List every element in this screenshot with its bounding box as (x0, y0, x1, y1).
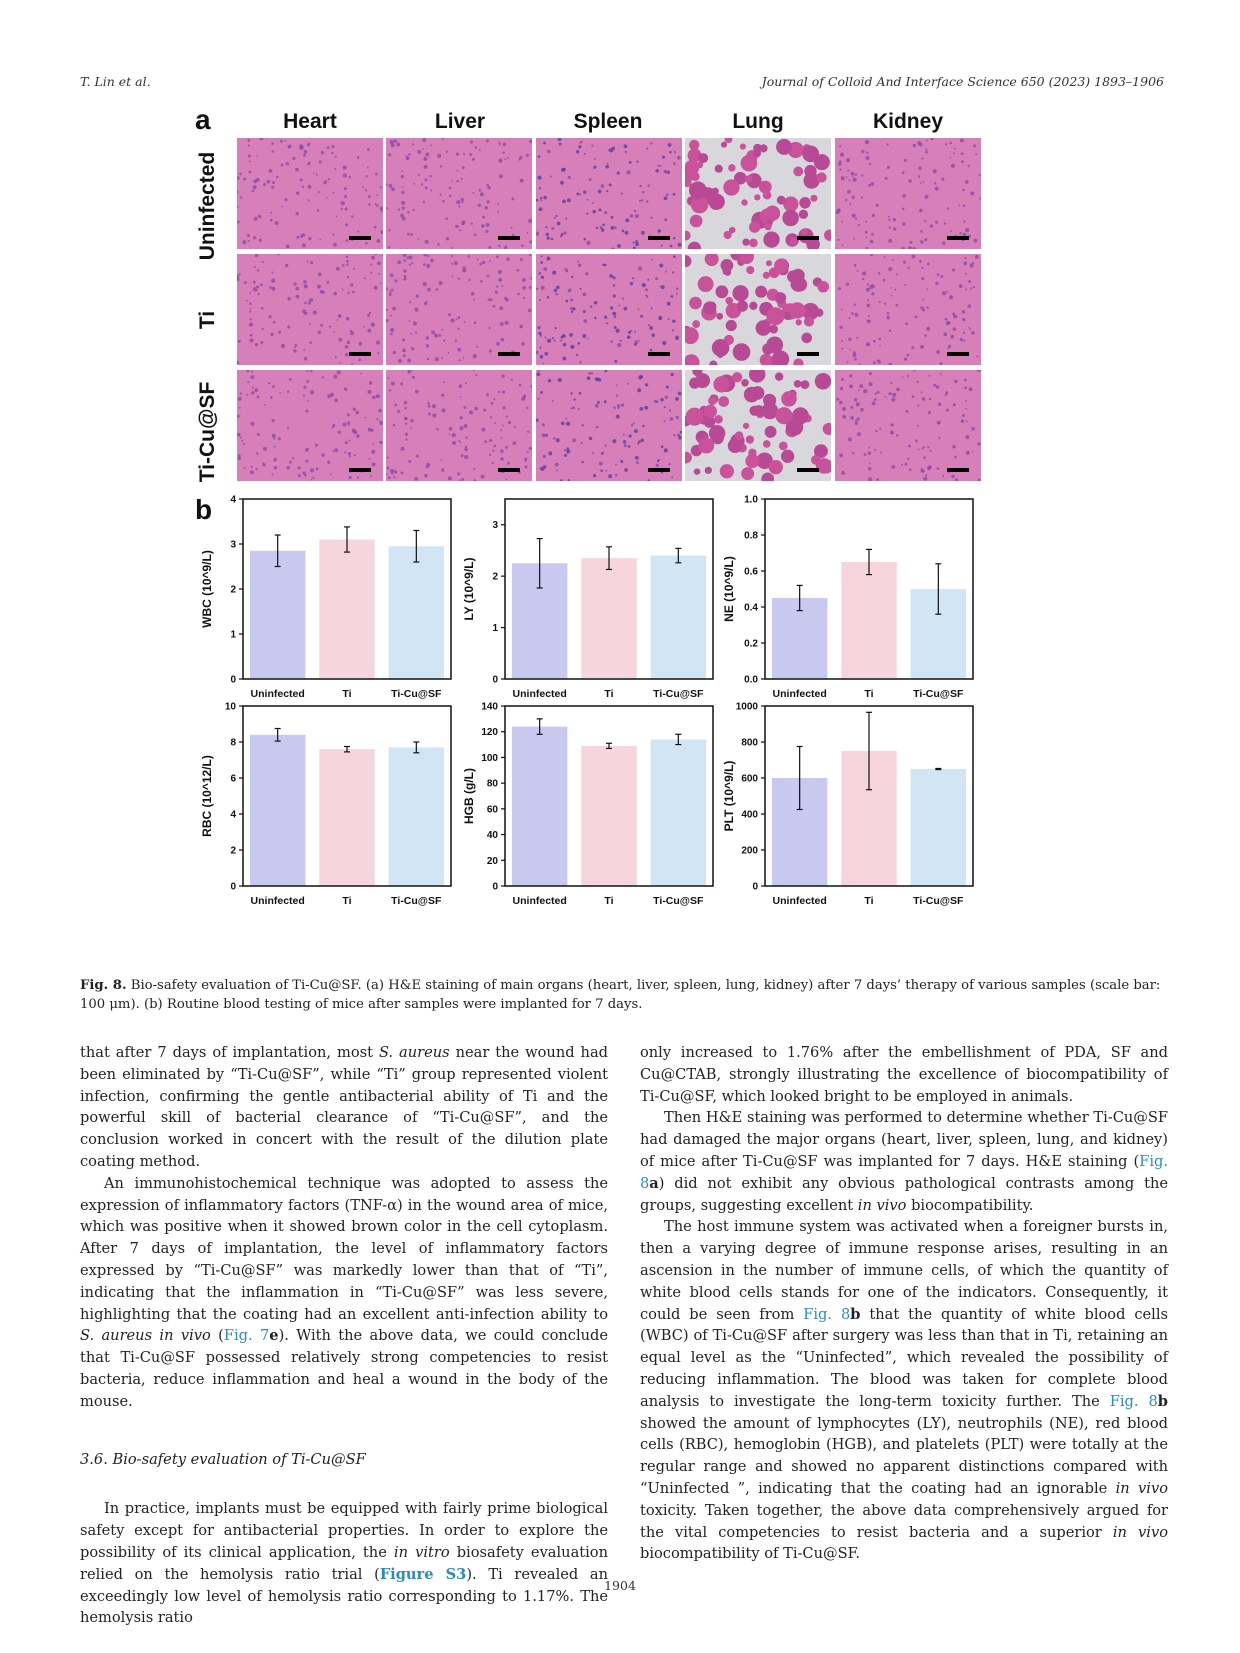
he-tile-heart-uninfected (237, 138, 383, 249)
scale-bar (498, 236, 520, 240)
x-tick-label: Uninfected (512, 895, 567, 907)
he-tile-liver-ti (386, 254, 532, 365)
scale-bar (498, 468, 520, 472)
x-tick-label: Uninfected (250, 895, 305, 907)
y-tick-label: 4 (230, 494, 236, 506)
y-tick-label: 0 (230, 674, 236, 686)
paragraph: only increased to 1.76% after the embellishment of PDA, SF and Cu@CTAB, strongly illustrating the excellence of biocompatibility of Ti-Cu@SF, which looked bright to be employed in animals. (640, 1044, 1168, 1105)
x-tick-label: Ti (342, 895, 352, 907)
y-tick-label: 1 (230, 629, 236, 641)
x-tick-label: Ti (864, 688, 874, 700)
bar-chart-hgb (457, 700, 719, 910)
y-tick-label: 0 (492, 674, 498, 686)
y-tick-label: 1000 (735, 701, 758, 713)
he-tile-spleen-ti-cu-sf (536, 370, 682, 481)
fig-7-link[interactable]: Fig. 7 (223, 1327, 270, 1345)
fig-8-link[interactable]: Fig. 8 (640, 1152, 1168, 1192)
x-tick-label: Ti-Cu@SF (653, 895, 704, 907)
scale-bar (349, 352, 371, 356)
he-tile-kidney-ti (835, 254, 981, 365)
y-tick-label: 6 (230, 773, 236, 785)
y-tick-label: 100 (481, 752, 498, 764)
he-tile-kidney-ti-cu-sf (835, 370, 981, 481)
scale-bar (797, 468, 819, 472)
y-tick-label: 3 (230, 539, 236, 551)
running-header-authors: T. Lin et al. (80, 74, 151, 89)
y-tick-label: 2 (230, 845, 236, 857)
paragraph: The host immune system was activated when a foreigner bursts in, then a varying degree of immune response arises, resulting in an ascension in the number of immune cells, of which the quantity of white blood cells stands for one of the indicators. Consequently, it could be seen from Fig. 8b that the quantity of white blood cells (WBC) of Ti-Cu@SF after surgery was less than that in Ti, retaining an equal level as the “Uninfected”, which revealed the possibility of reducing inflammation. The blood was taken for complete blood analysis to investigate the long-term toxicity further. The Fig. 8b showed the amount of lymphocytes (LY), neutrophils (NE), red blood cells (RBC), hemoglobin (HGB), and platelets (PLT) were totally at the regular range and showed no apparent distinctions compared with “Uninfected ”, indicating that the coating had an ignorable in vivo toxicity. Taken together, the above data comprehensively argued for the vital competencies to resist bacteria and a superior in vivo biocompatibility of Ti-Cu@SF. (640, 1218, 1169, 1563)
x-tick-label: Ti (604, 688, 614, 700)
paragraph: that after 7 days of implantation, most S. aureus near the wound had been eliminated by “Ti-Cu@SF”, while “Ti” group represented violent infection, confirming the gentle antibacterial ability of Ti and the powerful skill of bacterial clearance of “Ti-Cu@SF”, and the conclusion worked in concert with the result of the dilution plate coating method. (80, 1044, 608, 1170)
fig-8-link[interactable]: Fig. 8 (1109, 1392, 1158, 1410)
bar (911, 769, 966, 886)
y-tick-label: 3 (492, 520, 498, 532)
y-tick-label: 0.0 (744, 674, 758, 686)
right-text-column (640, 1042, 1168, 1565)
bar (319, 749, 374, 886)
he-tile-spleen-uninfected (536, 138, 682, 249)
y-axis-label: PLT (10^9/L) (722, 760, 736, 832)
paragraph: Then H&E staining was performed to determine whether Ti-Cu@SF had damaged the major organs (heart, liver, spleen, lung, and kidney) of mice after Ti-Cu@SF was implanted for 7 days. H&E staining (Fig. 8a) did not exhibit any obvious pathological contrasts among the groups, suggesting excellent in vivo biocompatibility. (640, 1109, 1168, 1214)
caption-label: Fig. 8. (80, 978, 127, 993)
caption-text: Bio-safety evaluation of Ti-Cu@SF. (a) H&E staining of main organs (heart, liver, spleen, lung, kidney) after 7 days’ therapy of various samples (scale bar: 100 μm). (b) Routine blood testing of mice after samples were implanted for 7 days. (80, 978, 1161, 1012)
y-axis-label: HGB (g/L) (462, 768, 476, 824)
y-tick-label: 80 (486, 778, 498, 790)
y-tick-label: 8 (230, 737, 236, 749)
organ-label-spleen: Spleen (573, 110, 643, 133)
y-tick-label: 0.4 (744, 602, 758, 614)
bar (250, 551, 305, 679)
y-tick-label: 0.8 (744, 530, 758, 542)
scale-bar (947, 236, 969, 240)
y-tick-label: 10 (224, 701, 236, 713)
scale-bar (498, 352, 520, 356)
x-tick-label: Ti-Cu@SF (391, 895, 442, 907)
figure-caption (80, 976, 1164, 1014)
x-tick-label: Ti (342, 688, 352, 700)
y-tick-label: 0.2 (744, 638, 758, 650)
y-tick-label: 4 (230, 809, 236, 821)
bar (841, 562, 896, 679)
x-tick-label: Ti-Cu@SF (653, 688, 704, 700)
y-axis-label: WBC (10^9/L) (200, 550, 214, 628)
he-tile-liver-ti-cu-sf (386, 370, 532, 481)
figure-s3-link[interactable]: Figure S3 (379, 1565, 467, 1583)
y-tick-label: 800 (741, 737, 758, 749)
he-tile-heart-ti-cu-sf (237, 370, 383, 481)
bar (651, 556, 706, 679)
organ-label-lung: Lung (732, 110, 784, 133)
organ-label-kidney: Kidney (872, 110, 943, 133)
y-tick-label: 140 (481, 701, 498, 713)
y-tick-label: 400 (741, 809, 758, 821)
fig-8-link[interactable]: Fig. 8 (803, 1305, 851, 1323)
scale-bar (648, 468, 670, 472)
x-tick-label: Uninfected (772, 688, 827, 700)
y-tick-label: 0.6 (744, 566, 758, 578)
bar (389, 747, 444, 886)
y-tick-label: 0 (230, 881, 236, 893)
group-label-ti: Ti (196, 310, 219, 330)
scale-bar (648, 352, 670, 356)
bar (319, 540, 374, 680)
y-tick-label: 1 (492, 623, 498, 635)
he-tile-heart-ti (237, 254, 383, 365)
left-text-column (80, 1042, 608, 1629)
x-tick-label: Uninfected (772, 895, 827, 907)
bar-chart-ly (457, 493, 719, 703)
scale-bar (797, 236, 819, 240)
bar-chart-rbc (195, 700, 457, 910)
he-tile-kidney-uninfected (835, 138, 981, 249)
scale-bar (947, 352, 969, 356)
bar (250, 735, 305, 886)
bar (651, 739, 706, 886)
he-tile-lung-ti (685, 254, 831, 365)
organ-label-heart: Heart (283, 110, 337, 133)
bar (581, 746, 636, 886)
bar (389, 546, 444, 679)
x-tick-label: Ti-Cu@SF (913, 688, 964, 700)
scale-bar (349, 468, 371, 472)
group-label-ti-cu-sf: Ti-Cu@SF (196, 381, 219, 483)
he-tile-lung-uninfected (685, 138, 831, 249)
paragraph: In practice, implants must be equipped with fairly prime biological safety except for antibacterial properties. In order to explore the possibility of its clinical application, the in vitro biosafety evaluation relied on the hemolysis ratio trial (Figure S3). Ti revealed an exceedingly low level of hemolysis ratio corresponding to 1.17%. The hemolysis ratio (80, 1500, 608, 1627)
y-tick-label: 0 (752, 881, 758, 893)
paragraph: An immunohistochemical technique was adopted to assess the expression of inflammatory factors (TNF-α) in the wound area of mice, which was positive when it showed brown color in the cell cytoplasm. After 7 days of implantation, the level of inflammatory factors expressed by “Ti-Cu@SF” was markedly lower than that of “Ti”, indicating that the inflammation in “Ti-Cu@SF” was less severe, highlighting that the coating had an excellent anti-infection ability to S. aureus in vivo (Fig. 7e). With the above data, we could conclude that Ti-Cu@SF possessed relatively strong competencies to resist bacteria, reduce inflammation and heal a wound in the body of the mouse. (80, 1174, 608, 1410)
y-tick-label: 60 (486, 804, 498, 816)
organ-label-liver: Liver (434, 110, 486, 133)
y-tick-label: 20 (486, 855, 498, 867)
panel-a-label: a (195, 104, 211, 135)
y-tick-label: 2 (230, 584, 236, 596)
y-tick-label: 600 (741, 773, 758, 785)
page-number: 1904 (604, 1578, 636, 1593)
panel-b-label: b (195, 494, 213, 525)
x-tick-label: Ti (604, 895, 614, 907)
bar (512, 727, 567, 886)
x-tick-label: Ti-Cu@SF (913, 895, 964, 907)
y-axis-label: LY (10^9/L) (462, 557, 476, 621)
bar-chart-wbc (195, 493, 457, 703)
bar-chart-ne (717, 493, 979, 703)
scale-bar (648, 236, 670, 240)
running-header-journal: Journal of Colloid And Interface Science 650 (2023) 1893–1906 (761, 74, 1164, 89)
scale-bar (797, 352, 819, 356)
bar-chart-plt (717, 700, 979, 910)
y-tick-label: 0 (492, 881, 498, 893)
y-tick-label: 200 (741, 845, 758, 857)
x-tick-label: Uninfected (250, 688, 305, 700)
y-tick-label: 120 (481, 727, 498, 739)
scale-bar (349, 236, 371, 240)
x-tick-label: Uninfected (512, 688, 567, 700)
scale-bar (947, 468, 969, 472)
group-label-uninfected: Uninfected (196, 151, 219, 261)
bar (581, 558, 636, 679)
y-tick-label: 2 (492, 571, 498, 583)
y-tick-label: 40 (486, 830, 498, 842)
y-axis-label: RBC (10^12/L) (200, 755, 214, 837)
section-heading: 3.6. Bio-safety evaluation of Ti-Cu@SF (80, 1450, 366, 1468)
y-axis-label: NE (10^9/L) (722, 556, 736, 622)
y-tick-label: 1.0 (744, 494, 758, 506)
he-tile-spleen-ti (536, 254, 682, 365)
x-tick-label: Ti-Cu@SF (391, 688, 442, 700)
x-tick-label: Ti (864, 895, 874, 907)
he-tile-liver-uninfected (386, 138, 532, 249)
he-tile-lung-ti-cu-sf (685, 370, 831, 481)
